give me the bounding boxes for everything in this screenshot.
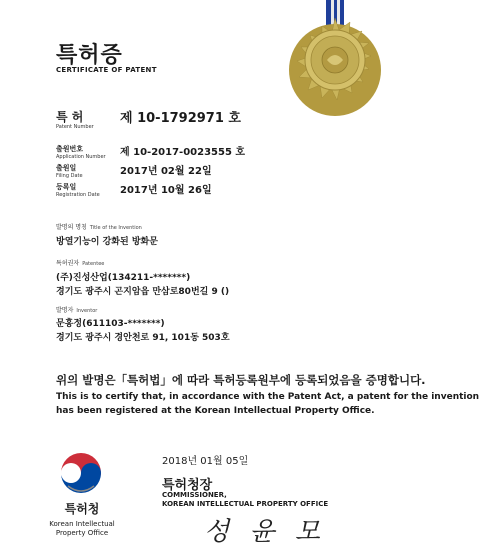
commissioner-title-english — [162, 491, 328, 509]
inventor-label-korean: 발명자 — [56, 307, 74, 314]
filing-date-label: 출원일 — [56, 164, 77, 172]
commissioner-title: 특허청장 — [162, 478, 213, 493]
application-number-label: 출원번호 — [56, 145, 84, 153]
certification-english-line2: has been registered at the Korean Intellectual Property Office. — [56, 406, 375, 416]
commissioner-title-english-line2: KOREAN INTELLECTUAL PROPERTY OFFICE — [162, 500, 329, 508]
certification-english-line1: This is to certify that, in accordance with the Patent Act, a patent for the invention — [56, 392, 479, 402]
invention-title: 방열기능이 강화된 방화문 — [56, 237, 158, 247]
registration-date-value: 2017년 10월 26일 — [120, 185, 212, 196]
inventor-name: 문홍정(611103-*******) — [56, 319, 165, 329]
commissioner-title-english-line1: COMMISSIONER, — [162, 491, 227, 499]
gold-seal-icon — [270, 0, 400, 130]
invention-label-english: Title of the Invention — [89, 225, 142, 231]
filing-date-value: 2017년 02월 22일 — [120, 166, 212, 177]
invention-label-korean: 발명의 명칭 — [56, 224, 87, 231]
certificate-title-english: CERTIFICATE OF PATENT — [56, 66, 157, 74]
kipo-name-english: Korean Intellectual Property Office — [49, 520, 115, 537]
certification-korean: 위의 발명은「특허법」에 따라 특허등록원부에 등록되었음을 증명합니다. — [56, 373, 426, 387]
inventor-label-english: Inventor — [76, 308, 98, 314]
signature-text: 성 윤 모 — [204, 517, 326, 547]
kipo-name-korean: 특허청 — [64, 502, 100, 516]
registration-date-label: 등록일 — [56, 183, 77, 191]
patent-number-label-english: Patent Number — [56, 124, 94, 130]
registration-date-label-english: Registration Date — [56, 192, 100, 198]
inventor-address: 경기도 광주시 경안천로 91, 101동 503호 — [56, 333, 230, 343]
filing-date-label-english: Filing Date — [56, 173, 83, 179]
patentee-name: (주)진성산업(134211-*******) — [56, 273, 191, 283]
kipo-taegeuk-emblem-icon — [58, 450, 104, 496]
invention-label — [56, 222, 142, 231]
certificate-title: 특허증 — [56, 43, 123, 68]
patentee-label-korean: 특허권자 — [56, 260, 80, 267]
patent-number-label: 특 허 — [56, 110, 84, 124]
application-number-label-english: Application Number — [56, 154, 106, 160]
certification-english — [56, 390, 479, 418]
patentee-label — [56, 258, 104, 267]
patentee-label-english: Patentee — [82, 261, 105, 267]
commissioner-signature — [200, 508, 326, 552]
inventor-label — [56, 305, 97, 314]
patent-number-value: 제 10-1792971 호 — [120, 111, 241, 126]
issue-date: 2018년 01월 05일 — [162, 456, 249, 467]
patentee-address: 경기도 광주시 곤지암읍 만삼로80번길 9 () — [56, 287, 230, 297]
application-number-value: 제 10-2017-0023555 호 — [120, 147, 246, 158]
